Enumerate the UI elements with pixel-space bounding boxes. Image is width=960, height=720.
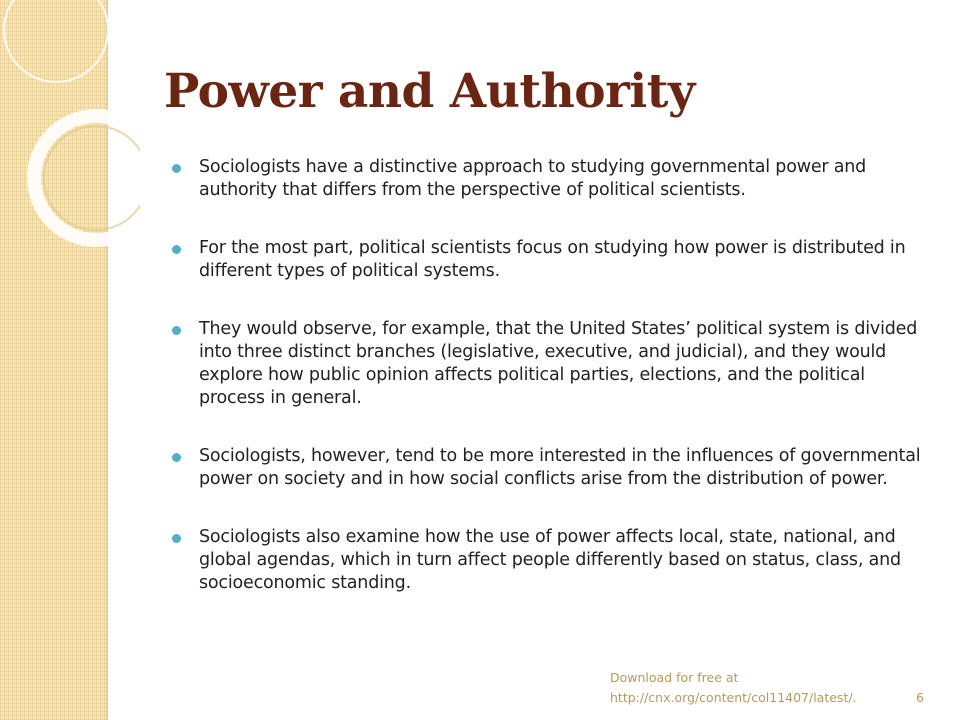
bullet-dot-icon	[172, 245, 181, 254]
bullet-item	[172, 318, 922, 410]
bullet-text: They would observe, for example, that the United States’ political system is divided into three distinct branches (legislative, executive, and judicial), and they would explore how public opinion affects political parties, elections, and the political process in general.	[199, 319, 918, 408]
bullet-text: Sociologists, however, tend to be more interested in the influences of governmental power on society and in how social conflicts arise from the distribution of power.	[199, 446, 921, 489]
slide-title: Power and Authority	[164, 64, 695, 119]
slide-number: 6	[916, 690, 924, 705]
footer-link[interactable]: http://cnx.org/content/col11407/latest/.	[610, 690, 857, 705]
decorative-circle-large	[4, 0, 108, 82]
bullet-dot-icon	[172, 534, 181, 543]
decorative-circle-ring-inner	[44, 126, 140, 230]
bullet-text: Sociologists have a distinctive approach to studying governmental power and authority that differs from the perspective of political scientists.	[199, 157, 867, 200]
decorative-circles	[0, 0, 140, 260]
footer-line-1: Download for free at	[610, 670, 739, 685]
bullet-item	[172, 526, 922, 595]
footer-source	[610, 668, 857, 708]
bullet-item	[172, 156, 922, 202]
bullet-list	[172, 156, 922, 595]
bullet-dot-icon	[172, 453, 181, 462]
bullet-item	[172, 445, 922, 491]
bullet-text: Sociologists also examine how the use of power affects local, state, national, and global agendas, which in turn affect people differently based on status, class, and socioeconomic standing.	[199, 527, 901, 593]
bullet-dot-icon	[172, 164, 181, 173]
bullet-item	[172, 237, 922, 283]
bullet-text: For the most part, political scientists focus on studying how power is distributed in different types of political systems.	[199, 238, 906, 281]
bullet-dot-icon	[172, 326, 181, 335]
